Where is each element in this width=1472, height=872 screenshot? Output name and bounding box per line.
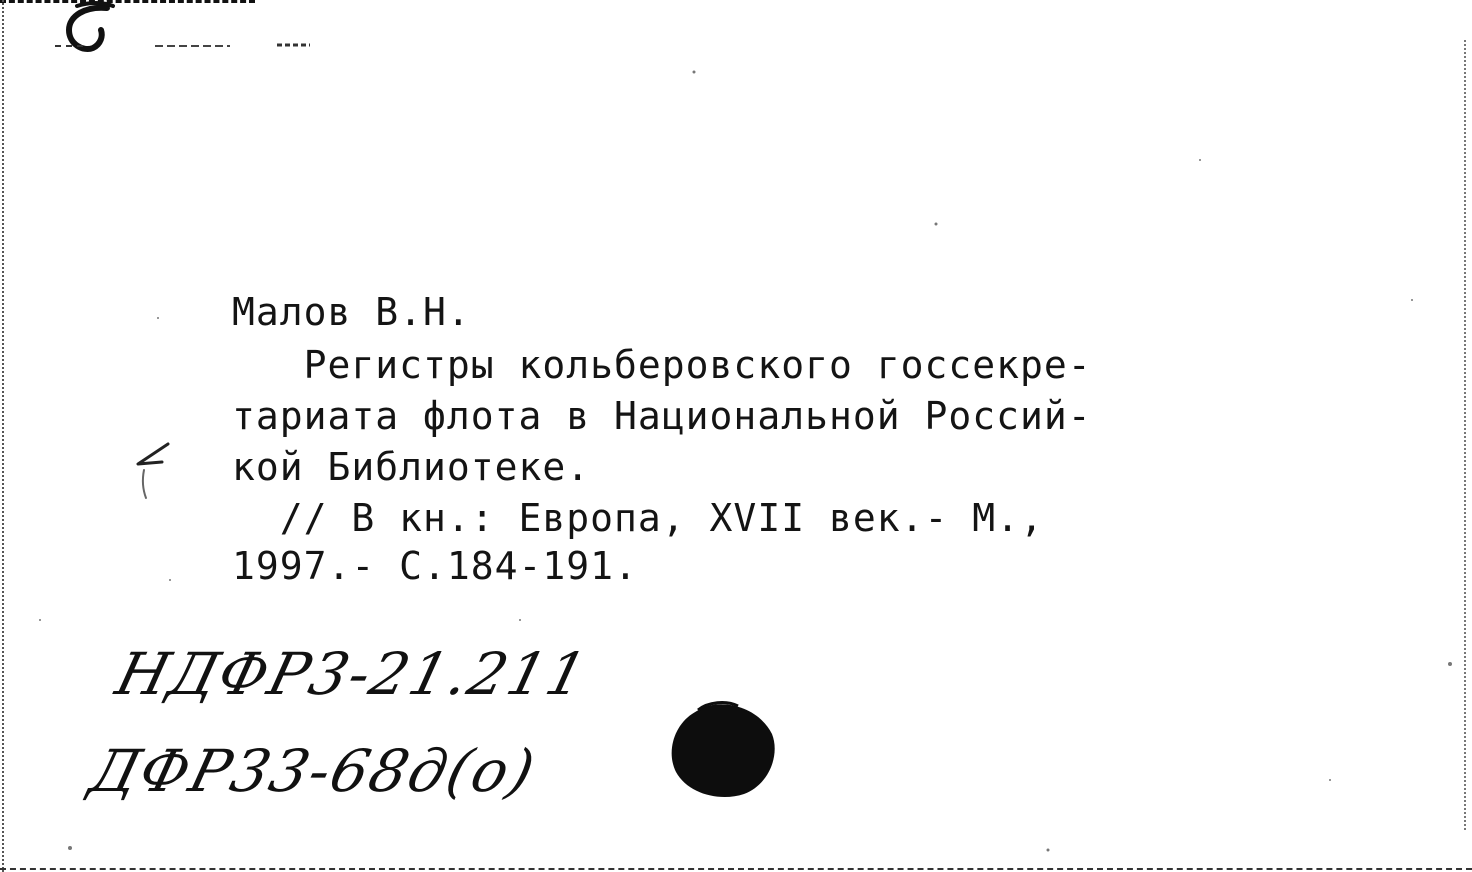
card-left-edge	[2, 0, 4, 872]
title-line-2: тариата флота в Национальной Россий-	[232, 394, 1092, 438]
handwritten-corner-mark-icon	[55, 0, 315, 60]
author-name: Малов В.Н.	[232, 290, 471, 334]
source-line-2: 1997.- С.184-191.	[232, 544, 638, 588]
card-bottom-edge	[0, 868, 1472, 870]
ink-blot-icon	[668, 700, 778, 800]
handwritten-shelfmark-1: НДФР3-21.211	[109, 640, 595, 708]
title-line-3: кой Библиотеке.	[232, 445, 591, 489]
margin-tick-icon	[128, 440, 178, 500]
source-line-1: // В кн.: Европа, XVII век.- М.,	[232, 496, 1044, 540]
handwritten-shelfmark-2: ДФР33-68д(о)	[83, 737, 543, 805]
card-right-edge	[1464, 40, 1466, 830]
title-line-1: Регистры кольберовского госсекре-	[232, 343, 1092, 387]
